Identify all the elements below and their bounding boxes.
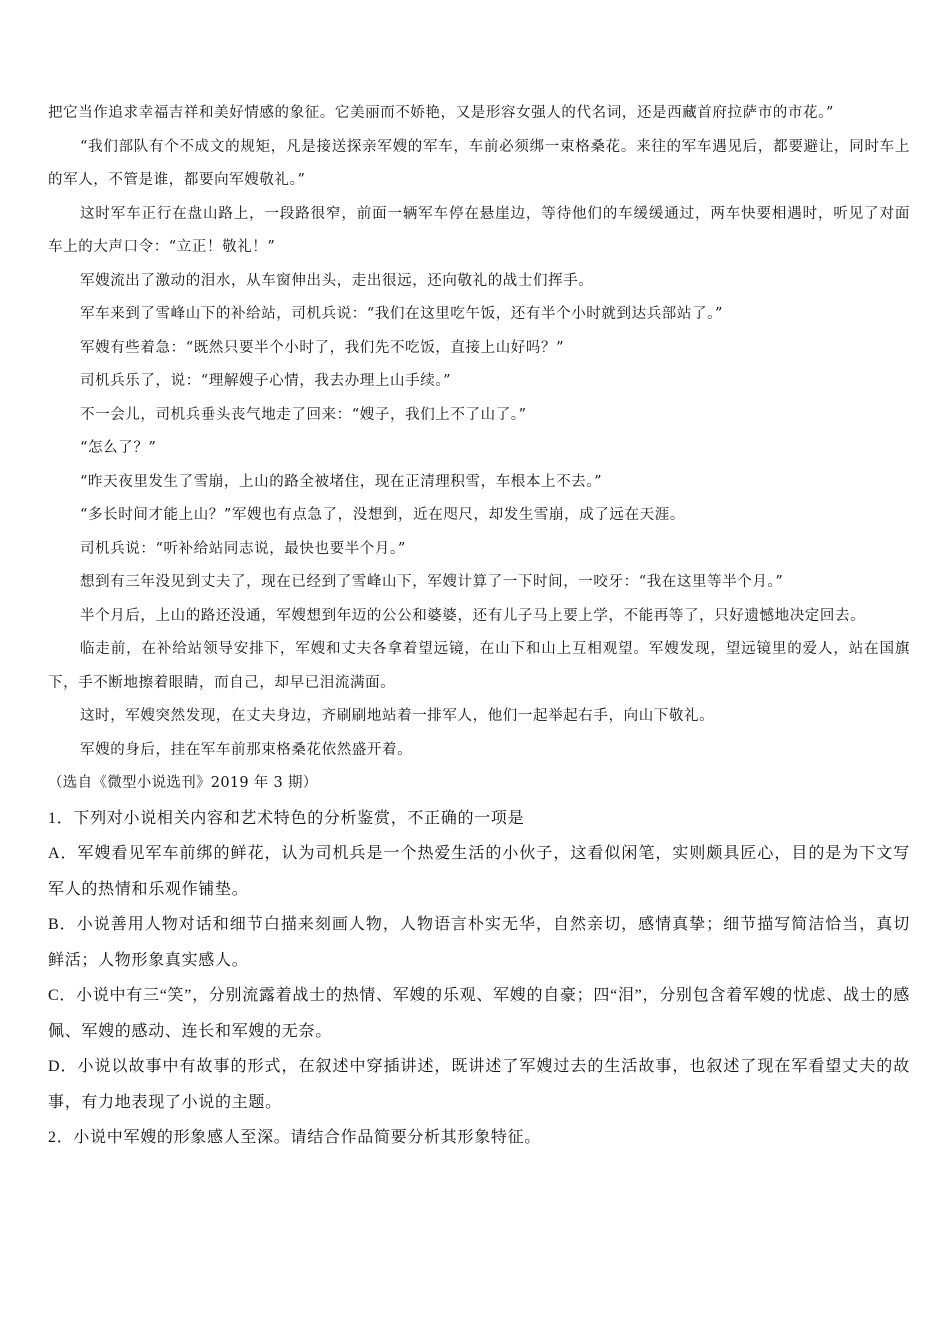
story-paragraph: 把它当作追求幸福吉祥和美好情感的象征。它美丽而不娇艳，又是形容女强人的代名词，还是西藏首府拉萨市的市花。” (48, 105, 834, 121)
story-paragraph: “昨天夜里发生了雪崩，上山的路全被堵住，现在正清理积雪，车根本上不去。” (80, 473, 603, 490)
story-paragraph: 军嫂的身后，挂在军车前那束格桑花依然盛开着。 (80, 741, 413, 758)
source-citation: （选自《微型小说选刊》2019 年 3 期） (48, 775, 318, 791)
story-paragraph: 这时，军嫂突然发现，在丈夫身边，齐刷刷地站着一排军人，他们一起举起右手，向山下敬礼。 (80, 708, 715, 724)
story-paragraph: 司机兵乐了，说：“理解嫂子心情，我去办理上山手续。” (80, 373, 452, 389)
story-paragraph: “怎么了？” (80, 440, 157, 456)
story-paragraph: 军嫂流出了激动的泪水，从车窗伸出头，走出很远，还向敬礼的战士们挥手。 (80, 272, 594, 289)
story-paragraph: 想到有三年没见到丈夫了，现在已经到了雪峰山下，军嫂计算了一下时间，一咬牙：“我在这里等半个月。” (80, 574, 784, 590)
question-1-option-a: A．军嫂看见军车前绑的鲜花，认为司机兵是一个热爱生活的小伙子，这看似闲笔，实则颇具匠心，目的是为下文写军人的热情和乐观作铺垫。 (48, 845, 910, 898)
question-1-option-b: B．小说善用人物对话和细节白描来刻画人物，人物语言朴实无华，自然亲切，感情真挚；细节描写简洁恰当，真切鲜活；人物形象真实感人。 (48, 916, 910, 969)
story-paragraph: 半个月后，上山的路还没通，军嫂想到年迈的公公和婆婆，还有儿子马上要上学，不能再等了，只好遗憾地决定回去。 (80, 607, 866, 624)
story-paragraph: 司机兵说：“听补给站同志说，最快也要半个月。” (80, 540, 406, 557)
question-1-option-d: D．小说以故事中有故事的形式，在叙述中穿插讲述，既讲述了军嫂过去的生活故事，也叙述了现在军看望丈夫的故事，有力地表现了小说的主题。 (48, 1058, 910, 1111)
question-2-stem: 2．小说中军嫂的形象感人至深。请结合作品简要分析其形象特征。 (48, 1129, 542, 1146)
questions-section (48, 801, 910, 1156)
story-paragraph: 军车来到了雪峰山下的补给站，司机兵说：“我们在这里吃午饭，还有半个小时就到达兵部站了。” (80, 306, 723, 322)
story-paragraph: 不一会儿，司机兵垂头丧气地走了回来：“嫂子，我们上不了山了。” (80, 406, 527, 423)
story-paragraph: 军嫂有些着急：“既然只要半个小时了，我们先不吃饭，直接上山好吗？” (80, 339, 565, 356)
story-paragraph: “多长时间才能上山？”军嫂也有点急了，没想到，近在咫尺，却发生雪崩，成了远在天涯。 (80, 507, 685, 523)
question-1-stem: 1．下列对小说相关内容和艺术特色的分析鉴赏，不正确的一项是 (48, 809, 525, 827)
story-paragraph: 这时军车正行在盘山路上，一段路很窄，前面一辆军车停在悬崖边，等待他们的车缓缓通过，两车快要相遇时，听见了对面车上的大声口令：“立正！敬礼！” (48, 205, 910, 255)
story-text (48, 97, 910, 767)
story-paragraph: “我们部队有个不成文的规矩，凡是接送探亲军嫂的军车，车前必须绑一束格桑花。来往的军车遇见后，都要避让，同时车上的军人，不管是谁，都要向军嫂敬礼。” (48, 138, 910, 188)
question-1-option-c: C．小说中有三“笑”，分别流露着战士的热情、军嫂的乐观、军嫂的自豪；四“泪”，分别包含着军嫂的忧虑、战士的感佩、军嫂的感动、连长和军嫂的无奈。 (48, 987, 910, 1040)
page-content (48, 97, 910, 1156)
story-paragraph: 临走前，在补给站领导安排下，军嫂和丈夫各拿着望远镜，在山下和山上互相观望。军嫂发现，望远镜里的爱人，站在国旗下，手不断地擦着眼睛，而自己，却早已泪流满面。 (48, 641, 910, 691)
